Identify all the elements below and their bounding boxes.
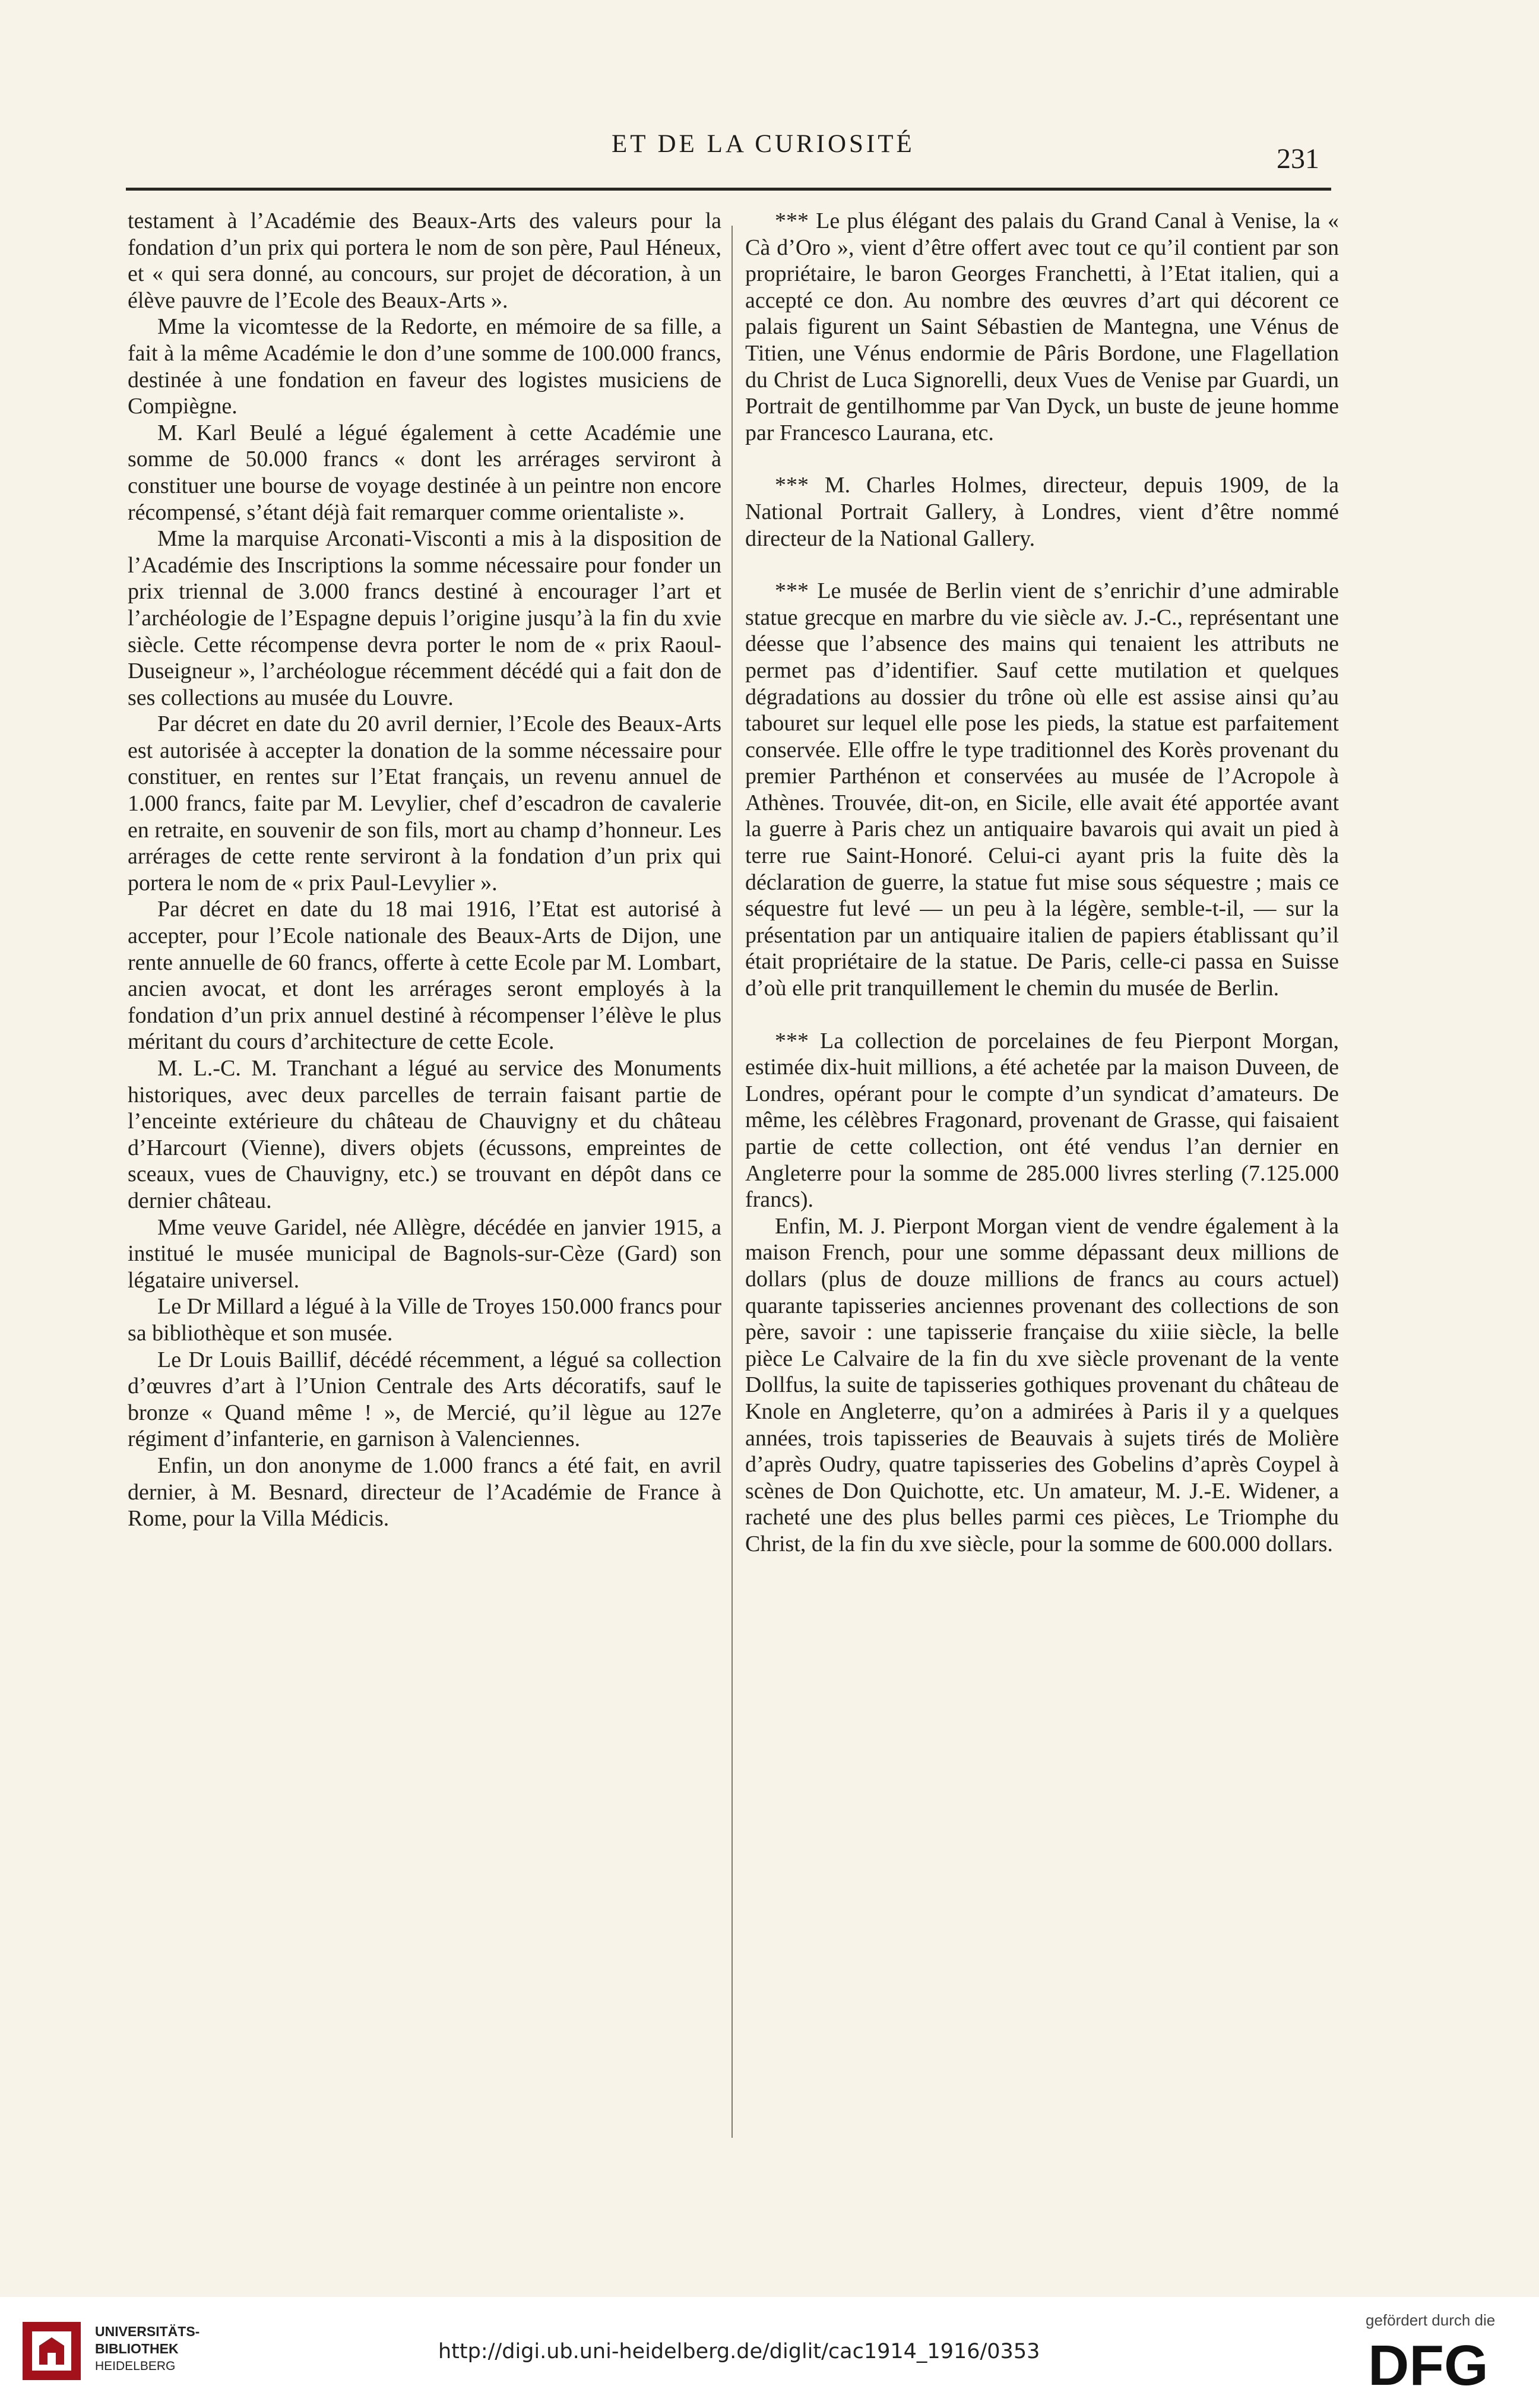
- viewer-footer: [0, 2297, 1539, 2408]
- paragraph: Mme la marquise Arconati-Visconti a mis à la disposition de l’Académie des Inscriptions la somme nécessaire pour fonder un prix triennal de 3.000 francs destiné à encourager l’art et l’archéologie de l’Espagne depuis l’origine jusqu’à la fin du xvie siècle. Cette récompense devra porter le nom de « prix Raoul-Duseigneur », l’archéologue récemment décédé qui a fait don de ses collections au musée du Louvre.: [128, 526, 721, 710]
- library-logo-icon: [19, 2318, 84, 2384]
- left-column: [128, 208, 721, 1532]
- paragraph: Le Dr Millard a légué à la Ville de Troyes 150.000 francs pour sa bibliothèque et son musée.: [128, 1294, 721, 1346]
- permalink-url[interactable]: http://digi.ub.uni-heidelberg.de/diglit/cac1914_1916/0353: [438, 2340, 1040, 2363]
- news-item: *** Le musée de Berlin vient de s’enrichir d’une admirable statue grecque en marbre du vie siècle av. J.-C., représentant une déesse que l’absence des mains qui tenaient les attributs ne permet pas d’identifier. Sauf cette mutilation et quelques dégradations au dossier du trône où elle est assise ainsi qu’au tabouret sur lequel elle pose les pieds, la statue est parfaitement conservée. Elle offre le type traditionnel des Korès provenant du premier Parthénon et conservées au musée de l’Acropole à Athènes. Trouvée, dit-on, en Sicile, elle avait été apportée avant la guerre à Paris chez un antiquaire bavarois qui avait un pied à terre rue Saint-Honoré. Celui-ci ayant pris la fuite dès la déclaration de guerre, la statue fut mise sous séquestre ; mais ce séquestre fut levé — un peu à la légère, semble-t-il, — sur la présentation par un antiquaire italien de papiers établissant qu’il était propriétaire de la statue. De Paris, celle-ci passa en Suisse d’où elle prit tranquillement le chemin du musée de Berlin.: [745, 578, 1339, 1001]
- news-item: *** Le plus élégant des palais du Grand Canal à Venise, la « Cà d’Oro », vient d’être offert avec tout ce qu’il contient par son propriétaire, le baron Georges Franchetti, à l’Etat italien, qui a accepté ce don. Au nombre des œuvres d’art qui décorent ce palais figurent un Saint Sébastien de Mantegna, une Vénus de Titien, une Vénus endormie de Pâris Bordone, une Flagellation du Christ de Luca Signorelli, deux Vues de Venise par Guardi, un Portrait de gentilhomme par Van Dyck, un buste de jeune homme par Francesco Laurana, etc.: [745, 208, 1339, 445]
- paragraph: Le Dr Louis Baillif, décédé récemment, a légué sa collection d’œuvres d’art à l’Union Centrale des Arts décoratifs, sauf le bronze « Quand même ! », de Mercié, qu’il lègue au 127e régiment d’infanterie, en garnison à Valenciennes.: [128, 1347, 721, 1452]
- paragraph: Enfin, M. J. Pierpont Morgan vient de vendre également à la maison French, pour une somme dépassant deux millions de dollars (plus de douze millions de francs au cours actuel) quarante tapisseries anciennes provenant des collections de son père, savoir : une tapisserie française du xiiie siècle, la belle pièce Le Calvaire de la fin du xve siècle provenant de la vente Dollfus, la suite de tapisseries gothiques provenant du château de Knole en Angleterre, qu’on a admirées à Paris il y a quelques années, trois tapisseries de Beauvais à sujets tirés de Molière d’après Oudry, quatre tapisseries des Gobelins d’après Coypel à scènes de Don Quichotte, etc. Un amateur, M. J.-E. Widener, a racheté une des plus belles parmi ces pièces, Le Triomphe du Christ, de la fin du xve siècle, pour la somme de 600.000 dollars.: [745, 1213, 1339, 1556]
- paragraph: Mme veuve Garidel, née Allègre, décédée en janvier 1915, a institué le musée municipal de Bagnols-sur-Cèze (Gard) son légataire universel.: [128, 1214, 721, 1293]
- dfg-logo-icon: [1366, 2334, 1520, 2393]
- paragraph: testament à l’Académie des Beaux-Arts des valeurs pour la fondation d’un prix qui portera le nom de son père, Paul Héneux, et « qui sera donné, au concours, sur projet de décoration, à un élève pauvre de l’Ecole des Beaux-Arts ».: [128, 208, 721, 313]
- paragraph: Par décret en date du 20 avril dernier, l’Ecole des Beaux-Arts est autorisée à accepter la donation de la somme nécessaire pour constituer, en rentes sur l’Etat français, un revenu annuel de 1.000 francs, faite par M. Levylier, chef d’escadron de cavalerie en retraite, en souvenir de son fils, mort au champ d’honneur. Les arrérages de cette rente serviront à la fondation d’un prix qui portera le nom de « prix Paul-Levylier ».: [128, 711, 721, 896]
- funded-by-label: gefördert durch die: [1366, 2311, 1496, 2329]
- library-name-line: HEIDELBERG: [95, 2359, 176, 2373]
- dfg-logo-text: DFG: [1368, 2334, 1489, 2393]
- paragraph: M. L.-C. M. Tranchant a légué au service des Monuments historiques, avec deux parcelles de terrain faisant partie de l’enceinte extérieure du château de Chauvigny et du château d’Harcourt (Vienne), divers objets (écussons, empreintes de sceaux, vues de Chauvigny, etc.) se trouvant en dépôt dans ce dernier château.: [128, 1056, 721, 1213]
- library-name: [95, 2323, 200, 2375]
- running-title: ET DE LA CURIOSITÉ: [612, 130, 915, 158]
- library-name-line: BIBLIOTHEK: [95, 2341, 179, 2356]
- paragraph: Par décret en date du 18 mai 1916, l’Etat est autorisé à accepter, pour l’Ecole nationale des Beaux-Arts de Dijon, une rente annuelle de 60 francs, offerte à cette Ecole par M. Lombart, ancien avocat, et dont les arrérages seront employés à la fondation d’un prix annuel destiné à récompenser l’élève le plus méritant du cours d’architecture de cette Ecole.: [128, 897, 721, 1055]
- library-name-line: UNIVERSITÄTS-: [95, 2324, 200, 2339]
- header-rule: [126, 188, 1331, 191]
- column-divider: [732, 226, 733, 2138]
- page-number: 231: [1277, 143, 1319, 175]
- paragraph: Enfin, un don anonyme de 1.000 francs a été fait, en avril dernier, à M. Besnard, directeur de l’Académie de France à Rome, pour la Villa Médicis.: [128, 1453, 721, 1531]
- news-item: *** La collection de porcelaines de feu Pierpont Morgan, estimée dix-huit millions, a été achetée par la maison Duveen, de Londres, opérant pour le compte d’un syndicat d’amateurs. De même, les célèbres Fragonard, provenant de Grasse, qui faisaient partie de cette collection, ont été vendus l’an dernier en Angleterre pour la somme de 285.000 livres sterling (7.125.000 francs).: [745, 1028, 1339, 1213]
- right-column: [745, 208, 1339, 1558]
- news-item: *** M. Charles Holmes, directeur, depuis 1909, de la National Portrait Gallery, à Londres, vient d’être nommé directeur de la National Gallery.: [745, 473, 1339, 551]
- paragraph: M. Karl Beulé a légué également à cette Académie une somme de 50.000 francs « dont les arrérages serviront à constituer une bourse de voyage destinée à un peintre non encore récompensé, s’étant déjà fait remarquer comme orientaliste ».: [128, 420, 721, 525]
- paragraph: Mme la vicomtesse de la Redorte, en mémoire de sa fille, a fait à la même Académie le don d’une somme de 100.000 francs, destinée à une fondation en faveur des logistes musiciens de Compiègne.: [128, 314, 721, 419]
